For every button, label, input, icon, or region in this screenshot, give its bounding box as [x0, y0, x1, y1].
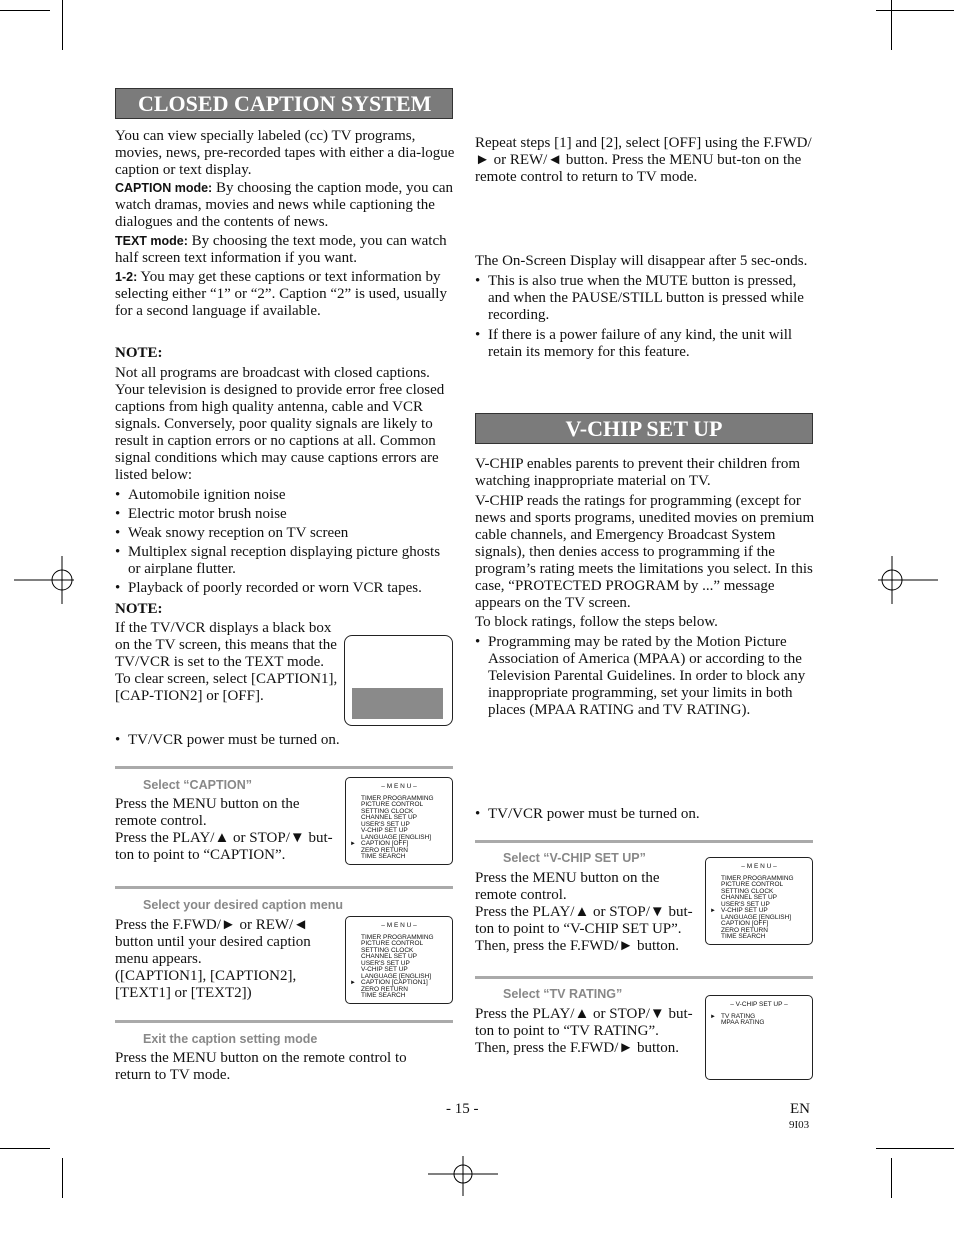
step-title: Exit the caption setting mode	[143, 1032, 318, 1046]
note2-text: If the TV/VCR displays a black box on the TV screen, this means that the TV/VCR is set to the TEXT mode. To clear screen, select [CAPTION1], [CAP-TION2] or [OFF].	[115, 620, 338, 704]
channel-text: You may get these captions or text information by selecting either “1” or “2”. Caption “2” is used, usually for a second language if available.	[115, 269, 447, 319]
step-divider	[475, 976, 813, 979]
repeat-paragraph: Repeat steps [1] and [2], select [OFF] using the F.FWD/► or REW/◄ button. Press the MENU but-ton on the remote control to return to TV mode.	[475, 135, 812, 185]
step-divider	[115, 766, 453, 769]
step-text: Press the MENU button on the remote control to return to TV mode.	[115, 1050, 407, 1083]
step-text: Press the F.FWD/► or REW/◄ button until your desired caption menu appears. ([CAPTION1], [CAPTION2], [TEXT1] or [TEXT2])	[115, 917, 311, 1001]
intro-paragraph: You can view specially labeled (cc) TV programs, movies, news, pre-recorded tapes with either a dia-logue caption or text display.	[115, 128, 455, 178]
list-item: • Weak snowy reception on TV screen	[115, 525, 455, 542]
step-text: Press the MENU button on the remote control. Press the PLAY/▲ or STOP/▼ but-ton to point to “CAPTION”.	[115, 796, 333, 863]
step-title: Select your desired caption menu	[143, 898, 344, 912]
osd-menu-screen	[705, 857, 813, 945]
crop-mark	[876, 1148, 954, 1149]
list-item: • TV/VCR power must be turned on.	[475, 806, 815, 823]
signal-error-list	[115, 487, 455, 597]
osd-menu-item: ► TV RATING	[721, 1014, 812, 1021]
osd-item-list	[346, 796, 452, 861]
text-mode-label: TEXT mode:	[115, 234, 188, 248]
left-intro-block	[115, 128, 455, 320]
registration-mark-icon	[878, 556, 938, 604]
caption-mode-text: By choosing the caption mode, you can watch dramas, movies and news while captioning the dialogues and the contents of news.	[115, 180, 454, 230]
step-divider	[115, 1020, 453, 1023]
vchip-paragraph: V-CHIP reads the ratings for programming (except for news and sports programs, unedited movies on premium cable channels, and Emergency Broadcast System signals), then denies access to programming if the program’s rating meets the limitations you select. In this case, “PROTECTED PROGRAM by ...” message appears on the TV screen.	[475, 493, 815, 611]
crop-mark	[891, 1158, 892, 1198]
list-item: • This is also true when the MUTE button is pressed, and when the PAUSE/STILL button is pressed while recording.	[475, 273, 815, 324]
crop-mark	[62, 1158, 63, 1198]
osd-menu-item: LANGUAGE [ENGLISH]	[721, 913, 792, 921]
osd-menu-item: PICTURE CONTROL	[361, 801, 424, 808]
osd-menu-item: TIMER PROGRAMMING	[361, 933, 434, 941]
vchip-paragraph: V-CHIP enables parents to prevent their children from watching inappropriate material on TV.	[475, 456, 801, 489]
step-title: Select “TV RATING”	[503, 987, 623, 1001]
osd-menu-item: SETTING CLOCK	[361, 807, 414, 815]
osd-menu-item: TIME SEARCH	[361, 992, 406, 999]
caption-mode-paragraph	[115, 180, 455, 231]
note1-block	[115, 345, 455, 597]
note-heading: NOTE:	[115, 601, 163, 617]
osd-menu-item: USER'S SET UP	[361, 820, 410, 828]
section-banner-closed-caption: CLOSED CAPTION SYSTEM	[115, 88, 453, 119]
osd-menu-item: CAPTION [OFF]	[721, 920, 769, 927]
osd-menu-item: CHANNEL SET UP	[361, 814, 417, 821]
osd-title: – M E N U –	[741, 863, 777, 870]
osd-item-list	[706, 876, 812, 941]
osd-menu-item: TIME SEARCH	[361, 853, 406, 860]
osd-menu-item: PICTURE CONTROL	[361, 940, 424, 947]
list-item: • Playback of poorly recorded or worn VCR tapes.	[115, 580, 455, 597]
osd-menu-item: LANGUAGE [ENGLISH]	[361, 972, 432, 980]
channel-paragraph	[115, 269, 455, 320]
osd-title: – M E N U –	[381, 922, 417, 929]
osd-menu-item: CHANNEL SET UP	[361, 953, 417, 960]
list-item: • Multiplex signal reception displaying picture ghosts or airplane flutter.	[115, 544, 455, 578]
vchip-paragraph: To block ratings, follow the steps below.	[475, 614, 718, 630]
step-divider	[115, 886, 453, 889]
osd-item-list	[706, 1014, 812, 1027]
crop-mark	[876, 10, 954, 11]
osd-menu-item: MPAA RATING	[721, 1019, 765, 1026]
step-text: Press the MENU button on the remote control. Press the PLAY/▲ or STOP/▼ but-ton to point to “V-CHIP SET UP”. Then, press the F.FWD/► button.	[475, 870, 693, 954]
page-number: - 15 -	[446, 1101, 479, 1117]
osd-menu-item: ZERO RETURN	[361, 846, 408, 854]
list-item: • Automobile ignition noise	[115, 487, 455, 504]
osd-menu-item: ZERO RETURN	[361, 985, 408, 993]
osd-vchip-screen	[705, 995, 813, 1080]
vchip-bullet-list	[475, 634, 815, 719]
language-code: EN	[790, 1101, 810, 1117]
osd-menu-item: USER'S SET UP	[721, 900, 770, 908]
list-item: • Electric motor brush noise	[115, 506, 455, 523]
registration-mark-icon	[428, 1150, 498, 1196]
osd-menu-item: ZERO RETURN	[721, 926, 768, 934]
section-banner-vchip: V-CHIP SET UP	[475, 413, 813, 444]
channel-label: 1-2:	[115, 270, 138, 284]
osd-menu-item: LANGUAGE [ENGLISH]	[361, 833, 432, 841]
note1-text: Not all programs are broadcast with closed captions. Your television is designed to provide error free closed captions from high quality antenna, cable and VCR signals. Conversely, poor quality signals are likely to result in caption errors or no captions at all. Common signal conditions which may cause captions errors are listed below:	[115, 365, 445, 483]
note-heading: NOTE:	[115, 345, 163, 361]
osd-menu-item: ► CAPTION [OFF]	[361, 841, 452, 848]
registration-mark-icon	[14, 556, 74, 604]
tv-screen-illustration	[344, 635, 453, 726]
step-title: Select “V-CHIP SET UP”	[503, 851, 646, 865]
right-power-note	[475, 806, 815, 823]
osd-bullet-list	[475, 273, 815, 361]
osd-item-list	[346, 935, 452, 1000]
list-item: • Programming may be rated by the Motion Picture Association of America (MPAA) or according to the Television Parental Guidelines. In order to block any inappropriate programming, set your limits in both places (MPAA RATING and TV RATING).	[475, 634, 815, 719]
osd-info-block	[475, 253, 815, 361]
osd-menu-item: PICTURE CONTROL	[721, 881, 784, 888]
text-mode-paragraph	[115, 233, 455, 267]
black-text-box	[352, 688, 443, 719]
osd-menu-item: SETTING CLOCK	[361, 946, 414, 954]
step-title: Select “CAPTION”	[143, 778, 253, 792]
osd-menu-item: CHANNEL SET UP	[721, 894, 777, 901]
osd-menu-screen	[345, 777, 453, 865]
vchip-intro-block	[475, 456, 815, 719]
osd-menu-item: TIME SEARCH	[721, 933, 766, 940]
step-divider	[475, 840, 813, 843]
note2-block	[115, 601, 343, 705]
osd-title: – M E N U –	[381, 783, 417, 790]
crop-mark	[62, 0, 63, 50]
osd-menu-item: V-CHIP SET UP	[361, 966, 408, 973]
osd-menu-item: TIMER PROGRAMMING	[721, 874, 794, 882]
crop-mark	[0, 10, 50, 11]
list-item: • TV/VCR power must be turned on.	[115, 732, 455, 749]
osd-menu-item: TIMER PROGRAMMING	[361, 794, 434, 802]
crop-mark	[0, 1148, 50, 1149]
step-text: Press the PLAY/▲ or STOP/▼ but-ton to point to “TV RATING”. Then, press the F.FWD/► button.	[475, 1006, 693, 1056]
osd-menu-item: USER'S SET UP	[361, 959, 410, 967]
osd-title: – V-CHIP SET UP –	[730, 1001, 788, 1008]
text-mode-text: By choosing the text mode, you can watch half screen text information if you want.	[115, 233, 447, 266]
osd-menu-screen	[345, 916, 453, 1004]
document-code: 9I03	[789, 1119, 810, 1131]
osd-disappear-text: The On-Screen Display will disappear after 5 sec-onds.	[475, 253, 808, 269]
osd-menu-item: ► V-CHIP SET UP	[721, 908, 812, 915]
caption-mode-label: CAPTION mode:	[115, 181, 213, 195]
list-item: • If there is a power failure of any kind, the unit will retain its memory for this feature.	[475, 327, 815, 361]
osd-menu-item: SETTING CLOCK	[721, 887, 774, 895]
osd-menu-item: V-CHIP SET UP	[361, 827, 408, 834]
osd-menu-item: ► CAPTION [CAPTION1]	[361, 980, 452, 987]
left-power-note	[115, 732, 455, 749]
crop-mark	[891, 0, 892, 50]
